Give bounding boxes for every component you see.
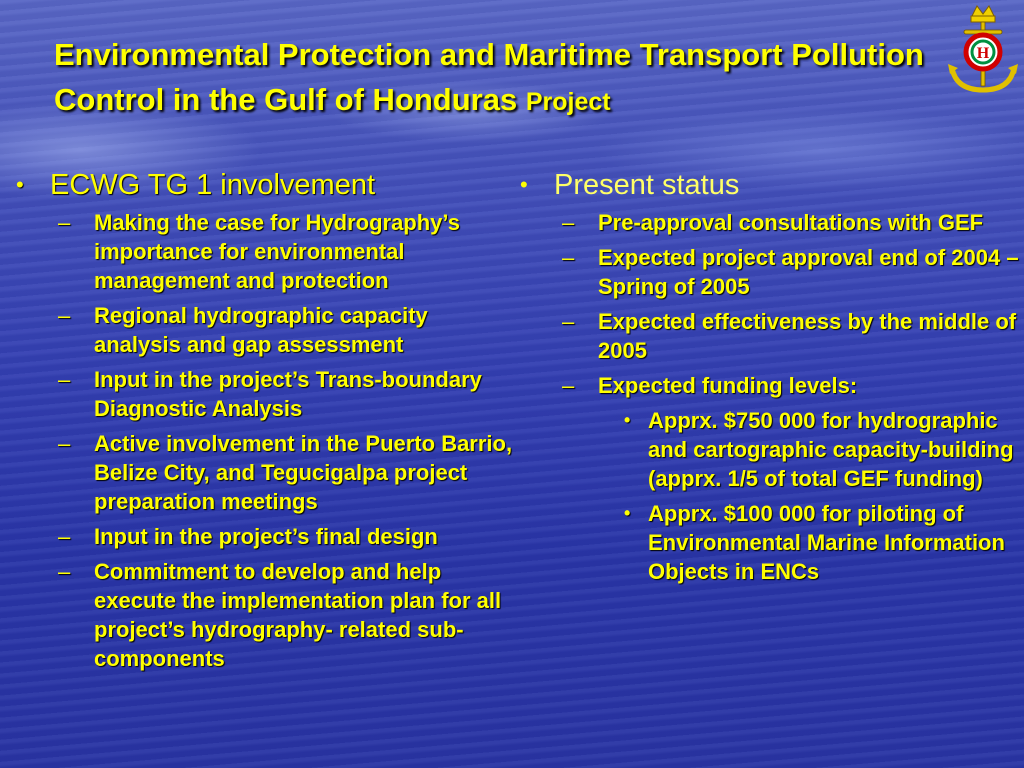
dash-icon: –	[562, 309, 575, 334]
list-item-text: Input in the project’s Trans-boundary Diagnostic Analysis	[94, 367, 482, 421]
list-item-text: Expected effectiveness by the middle of 2005	[598, 309, 1017, 363]
dash-icon: –	[562, 210, 575, 235]
list-item	[562, 208, 1020, 237]
sub-list-item-text: Apprx. $750 000 for hydrographic and cartographic capacity-building (apprx. 1/5 of total GEF funding)	[648, 408, 1014, 491]
ihO-anchor-emblem-icon	[944, 2, 1022, 100]
sub-list-item-text: Apprx. $100 000 for piloting of Environmental Marine Information Objects in ENCs	[648, 501, 1005, 584]
list-item-text: Input in the project’s final design	[94, 524, 438, 549]
sub-list-item	[624, 406, 1020, 493]
bullet-icon: •	[520, 172, 528, 197]
bullet-icon: •	[624, 503, 631, 523]
list-item	[58, 208, 520, 295]
list-item	[58, 522, 520, 551]
svg-text:H: H	[976, 45, 990, 62]
list-item	[58, 429, 520, 516]
dash-icon: –	[58, 524, 71, 549]
dash-icon: –	[58, 559, 71, 584]
dash-icon: –	[562, 245, 575, 270]
right-heading-row	[520, 168, 1020, 202]
bullet-icon: •	[16, 172, 24, 197]
right-heading: Present status	[554, 169, 740, 201]
slide-title-main: Environmental Protection and Maritime Transport Pollution Control in the Gulf of Honduras	[54, 37, 924, 117]
list-item-text: Active involvement in the Puerto Barrio, Belize City, and Tegucigalpa project preparation meetings	[94, 431, 513, 514]
list-item	[562, 307, 1020, 365]
left-heading: ECWG TG 1 involvement	[50, 169, 376, 201]
sub-list-item	[624, 499, 1020, 586]
right-column	[520, 168, 1020, 592]
bullet-icon: •	[624, 410, 631, 430]
dash-icon: –	[58, 210, 71, 235]
dash-icon: –	[562, 373, 575, 398]
slide-title-suffix: Project	[525, 88, 611, 116]
list-item	[58, 365, 520, 423]
list-item	[58, 557, 520, 673]
list-item-text: Regional hydrographic capacity analysis and gap assessment	[94, 303, 428, 357]
left-column	[16, 168, 520, 679]
left-heading-row	[16, 168, 520, 202]
list-item-text: Pre-approval consultations with GEF	[598, 210, 984, 235]
dash-icon: –	[58, 431, 71, 456]
list-item	[58, 301, 520, 359]
list-item	[562, 243, 1020, 301]
list-item-text: Expected project approval end of 2004 – Spring of 2005	[598, 245, 1019, 299]
dash-icon: –	[58, 303, 71, 328]
list-item-text: Commitment to develop and help execute the implementation plan for all project’s hydrography- related sub-components	[94, 559, 502, 671]
dash-icon: –	[58, 367, 71, 392]
list-item	[562, 371, 1020, 400]
slide-title	[54, 32, 934, 125]
list-item-text: Expected funding levels:	[598, 373, 858, 398]
list-item-text: Making the case for Hydrography’s importance for environmental management and protection	[94, 210, 460, 293]
